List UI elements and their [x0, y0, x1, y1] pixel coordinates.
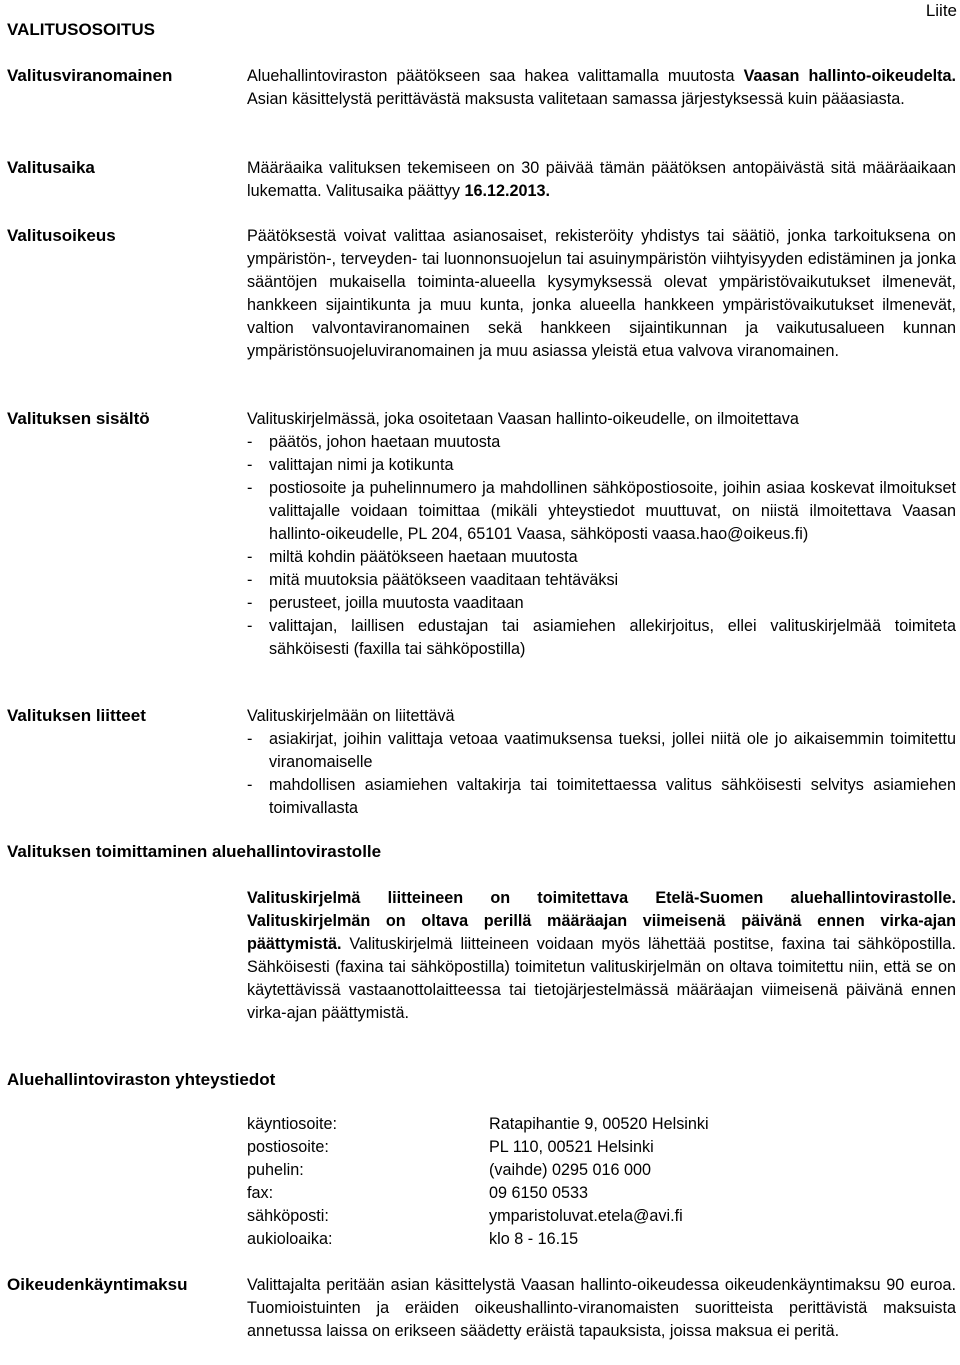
section-text: [247, 1274, 956, 1343]
contact-row: sähköposti: ymparistoluvat.etela@avi.fi: [247, 1207, 683, 1225]
section-label: Valituksen sisältö: [7, 409, 150, 428]
text-part: Määräaika valituksen tekemiseen on 30 päivää tämän päätöksen antopäivästä sitä määräaikaan lukematta. Valitusaika päättyy: [247, 159, 956, 200]
section-label: Valituksen liitteet: [7, 706, 146, 725]
list-item: - valittajan, laillisen edustajan tai asiamiehen allekirjoitus, ellei valituskirjelmää toimiteta sähköisesti (faxilla tai sähköpostilla): [247, 617, 956, 658]
section-text: [247, 887, 956, 1025]
section-title: Aluehallintoviraston yhteystiedot: [7, 1070, 276, 1089]
document-title: VALITUSOSOITUS: [7, 20, 155, 39]
deadline-date: 16.12.2013.: [464, 182, 550, 200]
contact-row: käyntiosoite: Ratapihantie 9, 00520 Helsinki: [247, 1115, 709, 1133]
contact-row: postiosoite: PL 110, 00521 Helsinki: [247, 1138, 654, 1156]
attachments-list: [247, 728, 956, 820]
list-item: - mahdollisen asiamiehen valtakirja tai toimitettaessa valitus sähköisesti selvitys asiamiehen toimivallasta: [247, 776, 956, 817]
section-label: Oikeudenkäyntimaksu: [7, 1275, 188, 1294]
list-item: - postiosoite ja puhelinnumero ja mahdollinen sähköpostiosoite, joihin asiaa koskevat ilmoitukset valittajalle voidaan toimittaa (mikäli yhteystiedot muuttuvat, on niistä ilmoitettava Vaasan hallinto-oikeudelle, PL 204, 65101 Vaasa, sähköposti vaasa.hao@oikeus.fi): [247, 479, 956, 543]
list-item: - miltä kohdin päätökseen haetaan muutosta: [247, 548, 578, 566]
list-item: - päätös, johon haetaan muutosta: [247, 433, 501, 451]
section-label: Valitusviranomainen: [7, 66, 173, 85]
text-part: Valituskirjelmä liitteineen voidaan myös lähettää postitse, faxina tai sähköpostilla. Sähköisesti (faxina tai sähköpostilla) toimitetun valituskirjelmän on oltava toimitettu niin, että se on käytettävissä vastaanottolaitteessa tai tietojärjestelmässä määräajan viimeisenä päivänä ennen virka-ajan päättymistä.: [247, 935, 956, 1022]
list-item: - perusteet, joilla muutosta vaaditaan: [247, 594, 524, 612]
text-part: Valituskirjelmä liitteineen on toimitettava Etelä-Suomen aluehallintovirastolle. Valituskirjelmän on oltava perillä määräajan viimeisenä päivänä ennen virka-ajan päättymistä.: [247, 889, 956, 953]
section-text: [247, 408, 956, 661]
court-name: Vaasan hallinto-oikeudelta.: [743, 67, 956, 85]
requirements-list: [247, 431, 956, 661]
contact-row: puhelin: (vaihde) 0295 016 000: [247, 1161, 652, 1179]
list-item: - mitä muutoksia päätökseen vaaditaan tehtäväksi: [247, 571, 619, 589]
contact-table: [247, 1113, 709, 1251]
contact-row: aukioloaika: klo 8 - 16.15: [247, 1230, 579, 1248]
section-text: [247, 157, 956, 203]
section-label: Valitusoikeus: [7, 226, 116, 245]
attachment-label: Liite: [925, 1, 957, 20]
paragraph: Päätöksestä voivat valittaa asianosaiset, rekisteröity yhdistys tai säätiö, jonka tarkoituksena on ympäristön-, terveyden- tai luonnonsuojelun tai asuinympäristön viihtyisyyden edistäminen ja jonka sääntöjen mukaisella toiminta-alueella kysymyksessä olevat ympäristövaikutukset ilmenevät, hankkeen sijaintikunta ja muu kunta, jonka alueella hankkeen ympäristövaikutukset ilmenevät, valtion valvontaviranomainen sekä hankkeen sijaintikunnan ja vaikutusalueen kunnan ympäristönsuojeluviranomainen ja muu asiassa yleistä etua valvova viranomainen.: [247, 227, 956, 360]
list-intro: Valituskirjelmässä, joka osoitetaan Vaasan hallinto-oikeudelle, on ilmoitettava: [247, 410, 799, 428]
contact-row: fax: 09 6150 0533: [247, 1184, 589, 1202]
section-label: Valitusaika: [7, 158, 95, 177]
text-part: Aluehallintoviraston päätökseen saa hakea valittamalla muutosta: [247, 67, 744, 85]
section-text: [247, 65, 956, 111]
list-item: - valittajan nimi ja kotikunta: [247, 456, 454, 474]
list-intro: Valituskirjelmään on liitettävä: [247, 707, 455, 725]
section-title: Valituksen toimittaminen aluehallintovirastolle: [7, 842, 382, 861]
section-text: [247, 225, 956, 363]
section-text: [247, 705, 956, 820]
list-item: - asiakirjat, joihin valittaja vetoaa vaatimuksensa tueksi, jollei niitä ole jo aikaisemmin toimitettu viranomaiselle: [247, 730, 956, 771]
paragraph: Valittajalta peritään asian käsittelystä Vaasan hallinto-oikeudessa oikeudenkäyntimaksu 90 euroa. Tuomioistuinten ja eräiden oikeushallinto-viranomaisten suoritteista perittävistä maksuista annetussa laissa on erikseen säädetty eräistä tapauksista, joissa maksua ei peritä.: [247, 1276, 956, 1340]
text-part: Asian käsittelystä perittävästä maksusta valitetaan samassa järjestyksessä kuin pääasiasta.: [247, 90, 905, 108]
